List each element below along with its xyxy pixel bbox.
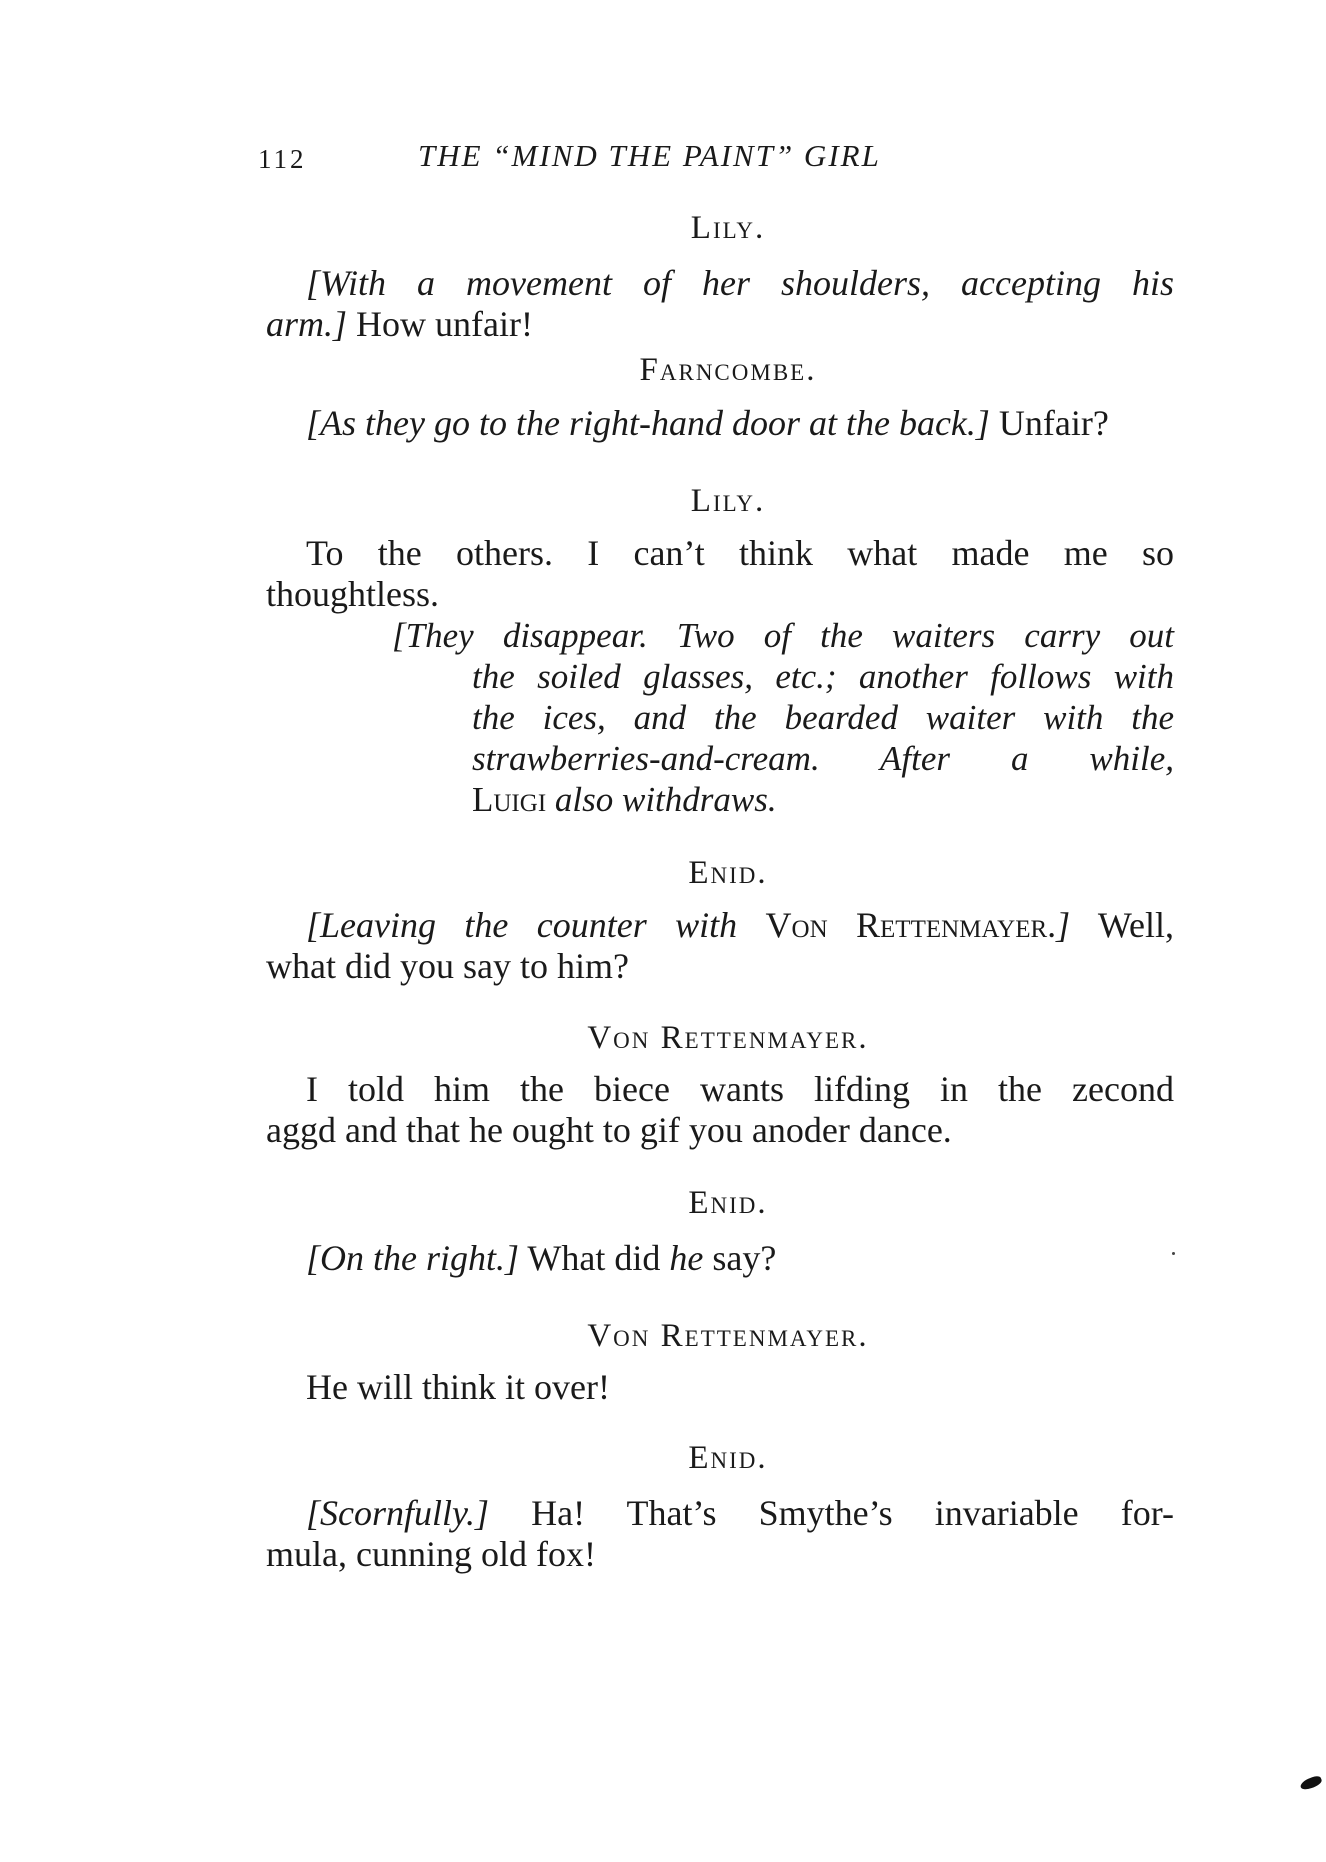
speaker-lily: Lily.	[690, 483, 766, 519]
speech-line: what did you say to him?	[266, 946, 629, 986]
stage-direction-block	[392, 615, 1174, 820]
lily-line-1	[266, 263, 1174, 345]
speech: How unfair!	[356, 304, 533, 344]
speaker-von-rettenmayer: Von Rettenmayer.	[587, 1318, 869, 1354]
ink-blot	[1299, 1775, 1323, 1792]
stage-direction-line: strawberries-and-cream. After a while,	[472, 739, 1174, 778]
stage-direction: [As they go to the right-hand door at the back.]	[306, 403, 990, 443]
speech-line: aggd and that he ought to gif you anoder dance.	[266, 1110, 952, 1150]
enid-line-2: [On the right.] What did he say?	[306, 1238, 777, 1278]
stage-direction-line: Luigi also withdraws.	[472, 780, 777, 819]
speaker-farncombe: Farncombe.	[639, 352, 817, 388]
speech: Unfair?	[998, 403, 1109, 443]
enid-line-3: [Scornfully.] Ha! That’s Smythe’s invariable for- mula, cunning old fox!	[266, 1493, 1174, 1574]
speech-line: I told him the biece wants lifding in the zecond	[306, 1069, 1174, 1109]
speaker-von-rettenmayer: Von Rettenmayer.	[587, 1020, 869, 1056]
stage-direction-close: arm.]	[266, 304, 348, 344]
lily-line-2	[266, 533, 1174, 615]
stage-direction: [With a movement of her shoulders, accepting his	[306, 263, 1174, 303]
speaker-lily: Lily.	[690, 210, 766, 246]
von-line-2	[266, 1367, 1174, 1408]
speaker-enid: Enid.	[688, 1440, 768, 1476]
stage-direction-line: the ices, and the bearded waiter with the	[472, 698, 1174, 737]
scan-speck	[1172, 1252, 1175, 1255]
page-header	[258, 138, 1004, 188]
stage-direction-line: the soiled glasses, etc.; another follows with	[472, 657, 1174, 696]
character-name: Luigi	[472, 780, 547, 819]
stage-direction: [Scornfully.]	[306, 1493, 490, 1533]
stage-direction: [Leaving the counter with	[306, 905, 738, 945]
page-number: 112	[258, 144, 307, 174]
speech-line: mula, cunning old fox!	[266, 1534, 596, 1574]
speaker-enid: Enid.	[688, 855, 768, 891]
speech: Well,	[1097, 905, 1174, 945]
stage-direction-line: [They disappear. Two of the waiters carry out	[392, 616, 1174, 655]
speech-line: He will think it over!	[306, 1367, 610, 1407]
enid-line-1: [Leaving the counter with Von Rettenmayer.] Well, what did you say to him?	[266, 905, 1174, 986]
farncombe-line	[266, 403, 1174, 444]
character-name: Von Rettenmayer.	[765, 905, 1057, 945]
running-head: THE “MIND THE PAINT” GIRL	[418, 138, 881, 173]
speech-line: thoughtless.	[266, 574, 440, 614]
stage-direction: [On the right.]	[306, 1238, 520, 1278]
speech-line: To the others. I can’t think what made me so	[306, 533, 1174, 573]
von-line-1	[266, 1069, 1174, 1151]
speaker-enid: Enid.	[688, 1185, 768, 1221]
